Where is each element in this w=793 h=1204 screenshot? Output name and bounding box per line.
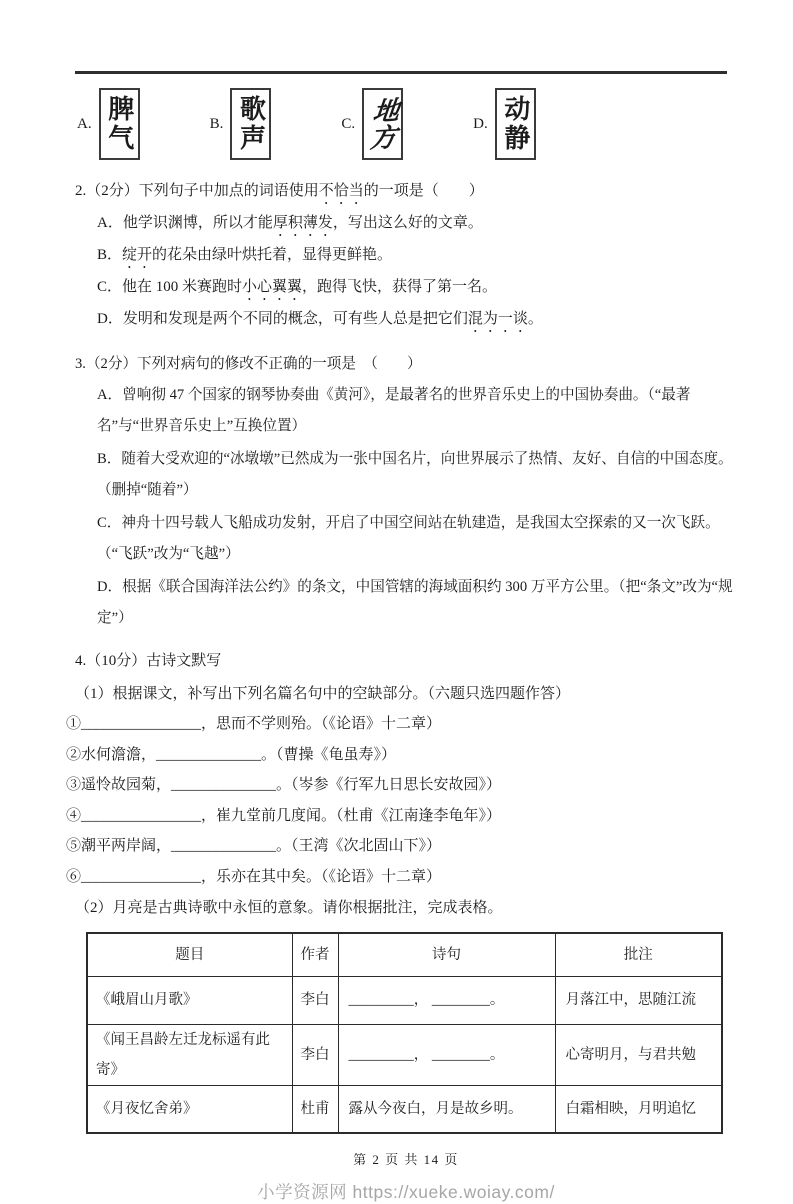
question-4-number: 4. (75, 653, 87, 669)
option-text: 他学识渊博，所以才能 (122, 215, 273, 231)
question-3-option-d (97, 572, 737, 634)
item-number: ① (66, 716, 82, 732)
question-2-options (75, 208, 737, 336)
option-label: A． (97, 387, 123, 403)
table-row (87, 1085, 722, 1133)
option-text: 根据《联合国海洋法公约》的条文，中国管辖的海域面积约 300 万平方公里。（把“条文”改为“规定”） (97, 579, 733, 626)
poem-item-6 (66, 862, 737, 893)
poem-title: 《闻王昌龄左迁龙标遥有此寄》 (87, 1024, 292, 1085)
emphasized-word: 绽开 (122, 247, 153, 263)
option-text: 曾响彻 47 个国家的钢琴协奏曲《黄河》，是最著名的世界音乐史上的中国协奏曲。（“最著名”与“世界音乐史上”互换位置） (97, 387, 691, 434)
poem-item-5 (66, 831, 737, 862)
option-text-tail: 的花朵由绿叶烘托着，显得更鲜艳。 (152, 247, 393, 263)
item-number: ④ (66, 807, 82, 824)
question-3-options (75, 380, 737, 634)
page-number: 第 2 页 共 14 页 (353, 1152, 459, 1167)
option-b-label: B. (209, 115, 224, 132)
item-text-with-blank: 潮平两岸阔，______________。（王湾《次北固山下》） (81, 838, 442, 854)
header-note: 批注 (555, 933, 722, 976)
question-4-part2 (75, 893, 737, 923)
question-2-stem-text: 下列句子中加点的词语使用 (138, 183, 319, 199)
poem-author: 杜甫 (292, 1085, 338, 1133)
part1-instructions: 根据课文，补写出下列名篇名句中的空缺部分。（六题只选四题作答） (112, 686, 571, 702)
question-2-number: 2. (75, 183, 87, 199)
calligraphy-box-b (230, 88, 271, 160)
calligraphy-box-a (99, 88, 140, 160)
question-4-points: （10分） (86, 653, 147, 669)
item-number: ⑤ (66, 838, 82, 854)
option-label: C． (97, 279, 123, 295)
poem-verse: 露从今夜白，月是故乡明。 (338, 1085, 555, 1133)
option-text: 随着大受欢迎的“冰墩墩”已然成为一张中国名片，向世界展示了热情、友好、自信的中国态度。（删掉“随着”） (97, 451, 733, 498)
site-watermark: 小学资源网 https://xueke.woiay.com/ (257, 1182, 555, 1202)
poem-title: 《峨眉山月歌》 (87, 976, 292, 1024)
calligraphy-option-d (473, 88, 536, 160)
question-2-option-a (97, 208, 737, 240)
header-author: 作者 (292, 933, 338, 976)
poem-verse-blank: _________， ________。 (338, 1024, 555, 1085)
option-label: D． (97, 579, 123, 595)
option-a-label: A. (77, 115, 92, 132)
poem-title: 《月夜忆舍弟》 (87, 1085, 292, 1133)
question-2-stem-tail: 的一项是（ ） (363, 183, 484, 199)
poem-fill-in-items (66, 709, 737, 892)
table-row (87, 976, 722, 1024)
item-number: ② (66, 746, 82, 763)
question-3-option-c (97, 508, 737, 570)
calligraphy-option-c (341, 88, 403, 160)
poem-annotation-table (86, 932, 723, 1134)
poem-note: 月落江中，思随江流 (555, 976, 722, 1024)
option-d-label: D. (473, 115, 488, 132)
poem-author: 李白 (292, 976, 338, 1024)
exam-page (0, 71, 793, 1202)
table-header-row (87, 933, 722, 976)
question-2-stem-emphasis: 不恰当 (318, 183, 364, 199)
poem-note: 心寄明月，与君共勉 (555, 1024, 722, 1085)
question-3-option-a (97, 380, 737, 442)
item-text-with-blank: ________________，崔九堂前几度闻。（杜甫《江南逢李龟年》） (81, 807, 502, 824)
part1-label: （1） (75, 686, 113, 702)
question-4-part1 (75, 679, 737, 709)
poem-author: 李白 (292, 1024, 338, 1085)
emphasized-word: 小心翼翼 (242, 279, 303, 295)
option-label: C． (97, 515, 122, 531)
page-content (0, 71, 793, 1204)
option-text: 发明和发现是两个不同的概念，可有些人总是把它们 (122, 311, 468, 327)
option-label: A． (97, 215, 123, 231)
top-divider (75, 71, 727, 74)
emphasized-word: 混为一谈 (467, 311, 528, 327)
calligraphy-box-d (495, 88, 536, 160)
calligraphy-options-row (77, 84, 737, 164)
calligraphy-option-a (77, 88, 140, 160)
question-3-stem (75, 349, 737, 380)
question-3-option-b (97, 444, 737, 506)
poem-item-2 (66, 740, 737, 771)
option-label: B． (97, 451, 122, 467)
poem-item-3 (66, 770, 737, 801)
poem-item-1 (66, 709, 737, 740)
item-text-with-blank: 水何澹澹，______________。（曹操《龟虽寿》） (81, 746, 397, 763)
question-2-points: （2分） (86, 183, 139, 199)
poem-verse-blank: _________， ________。 (338, 976, 555, 1024)
question-3-number: 3. (75, 356, 86, 372)
option-text-tail: 。 (527, 311, 543, 327)
option-c-label: C. (341, 115, 356, 132)
header-title: 题目 (87, 933, 292, 976)
question-3 (75, 349, 737, 634)
option-label: B． (97, 247, 123, 263)
item-text-with-blank: ________________，思而不学则殆。（《论语》十二章） (81, 716, 442, 732)
question-4 (66, 646, 737, 1134)
item-text-with-blank: ________________，乐亦在其中矣。（《论语》十二章） (81, 868, 442, 885)
option-text: 神舟十四号载人飞船成功发射，开启了中国空间站在轨建造，是我国太空探索的又一次飞跃。（“飞跃”改为“飞越”） (97, 515, 720, 562)
option-text: 他在 100 米赛跑时 (122, 279, 243, 295)
calligraphy-option-b (210, 88, 272, 160)
calligraphy-word-b: 歌声 (236, 95, 266, 153)
part2-label: （2） (75, 900, 113, 916)
table-row (87, 1024, 722, 1085)
question-2 (75, 176, 737, 336)
question-3-points: （2分） (85, 356, 138, 372)
calligraphy-word-a: 脾气 (104, 95, 134, 153)
question-2-option-c (97, 272, 737, 304)
question-4-stem (75, 646, 737, 676)
header-verse: 诗句 (338, 933, 555, 976)
question-2-option-b (97, 240, 737, 272)
item-number: ③ (66, 777, 82, 793)
item-text-with-blank: 遥怜故园菊，______________。（岑参《行军九日思长安故园》） (81, 777, 502, 793)
poem-item-4 (66, 801, 737, 832)
question-2-option-d (97, 304, 737, 336)
question-4-title: 古诗文默写 (146, 653, 222, 669)
calligraphy-box-c (362, 88, 403, 160)
calligraphy-word-c: 地方 (365, 96, 401, 152)
question-3-stem-text: 下列对病句的修改不正确的一项是 （ ） (137, 356, 422, 372)
question-2-stem (75, 176, 737, 208)
option-text-tail: ，跑得飞快，获得了第一名。 (302, 279, 498, 295)
part2-instructions: 月亮是古典诗歌中永恒的意象。请你根据批注，完成表格。 (112, 900, 503, 916)
emphasized-word: 厚积薄发 (272, 215, 333, 231)
calligraphy-word-d: 动静 (500, 95, 530, 153)
item-number: ⑥ (66, 868, 82, 885)
poem-note: 白霜相映，月明追忆 (555, 1085, 722, 1133)
option-label: D． (97, 311, 123, 327)
option-text-tail: ，写出这么好的文章。 (332, 215, 483, 231)
